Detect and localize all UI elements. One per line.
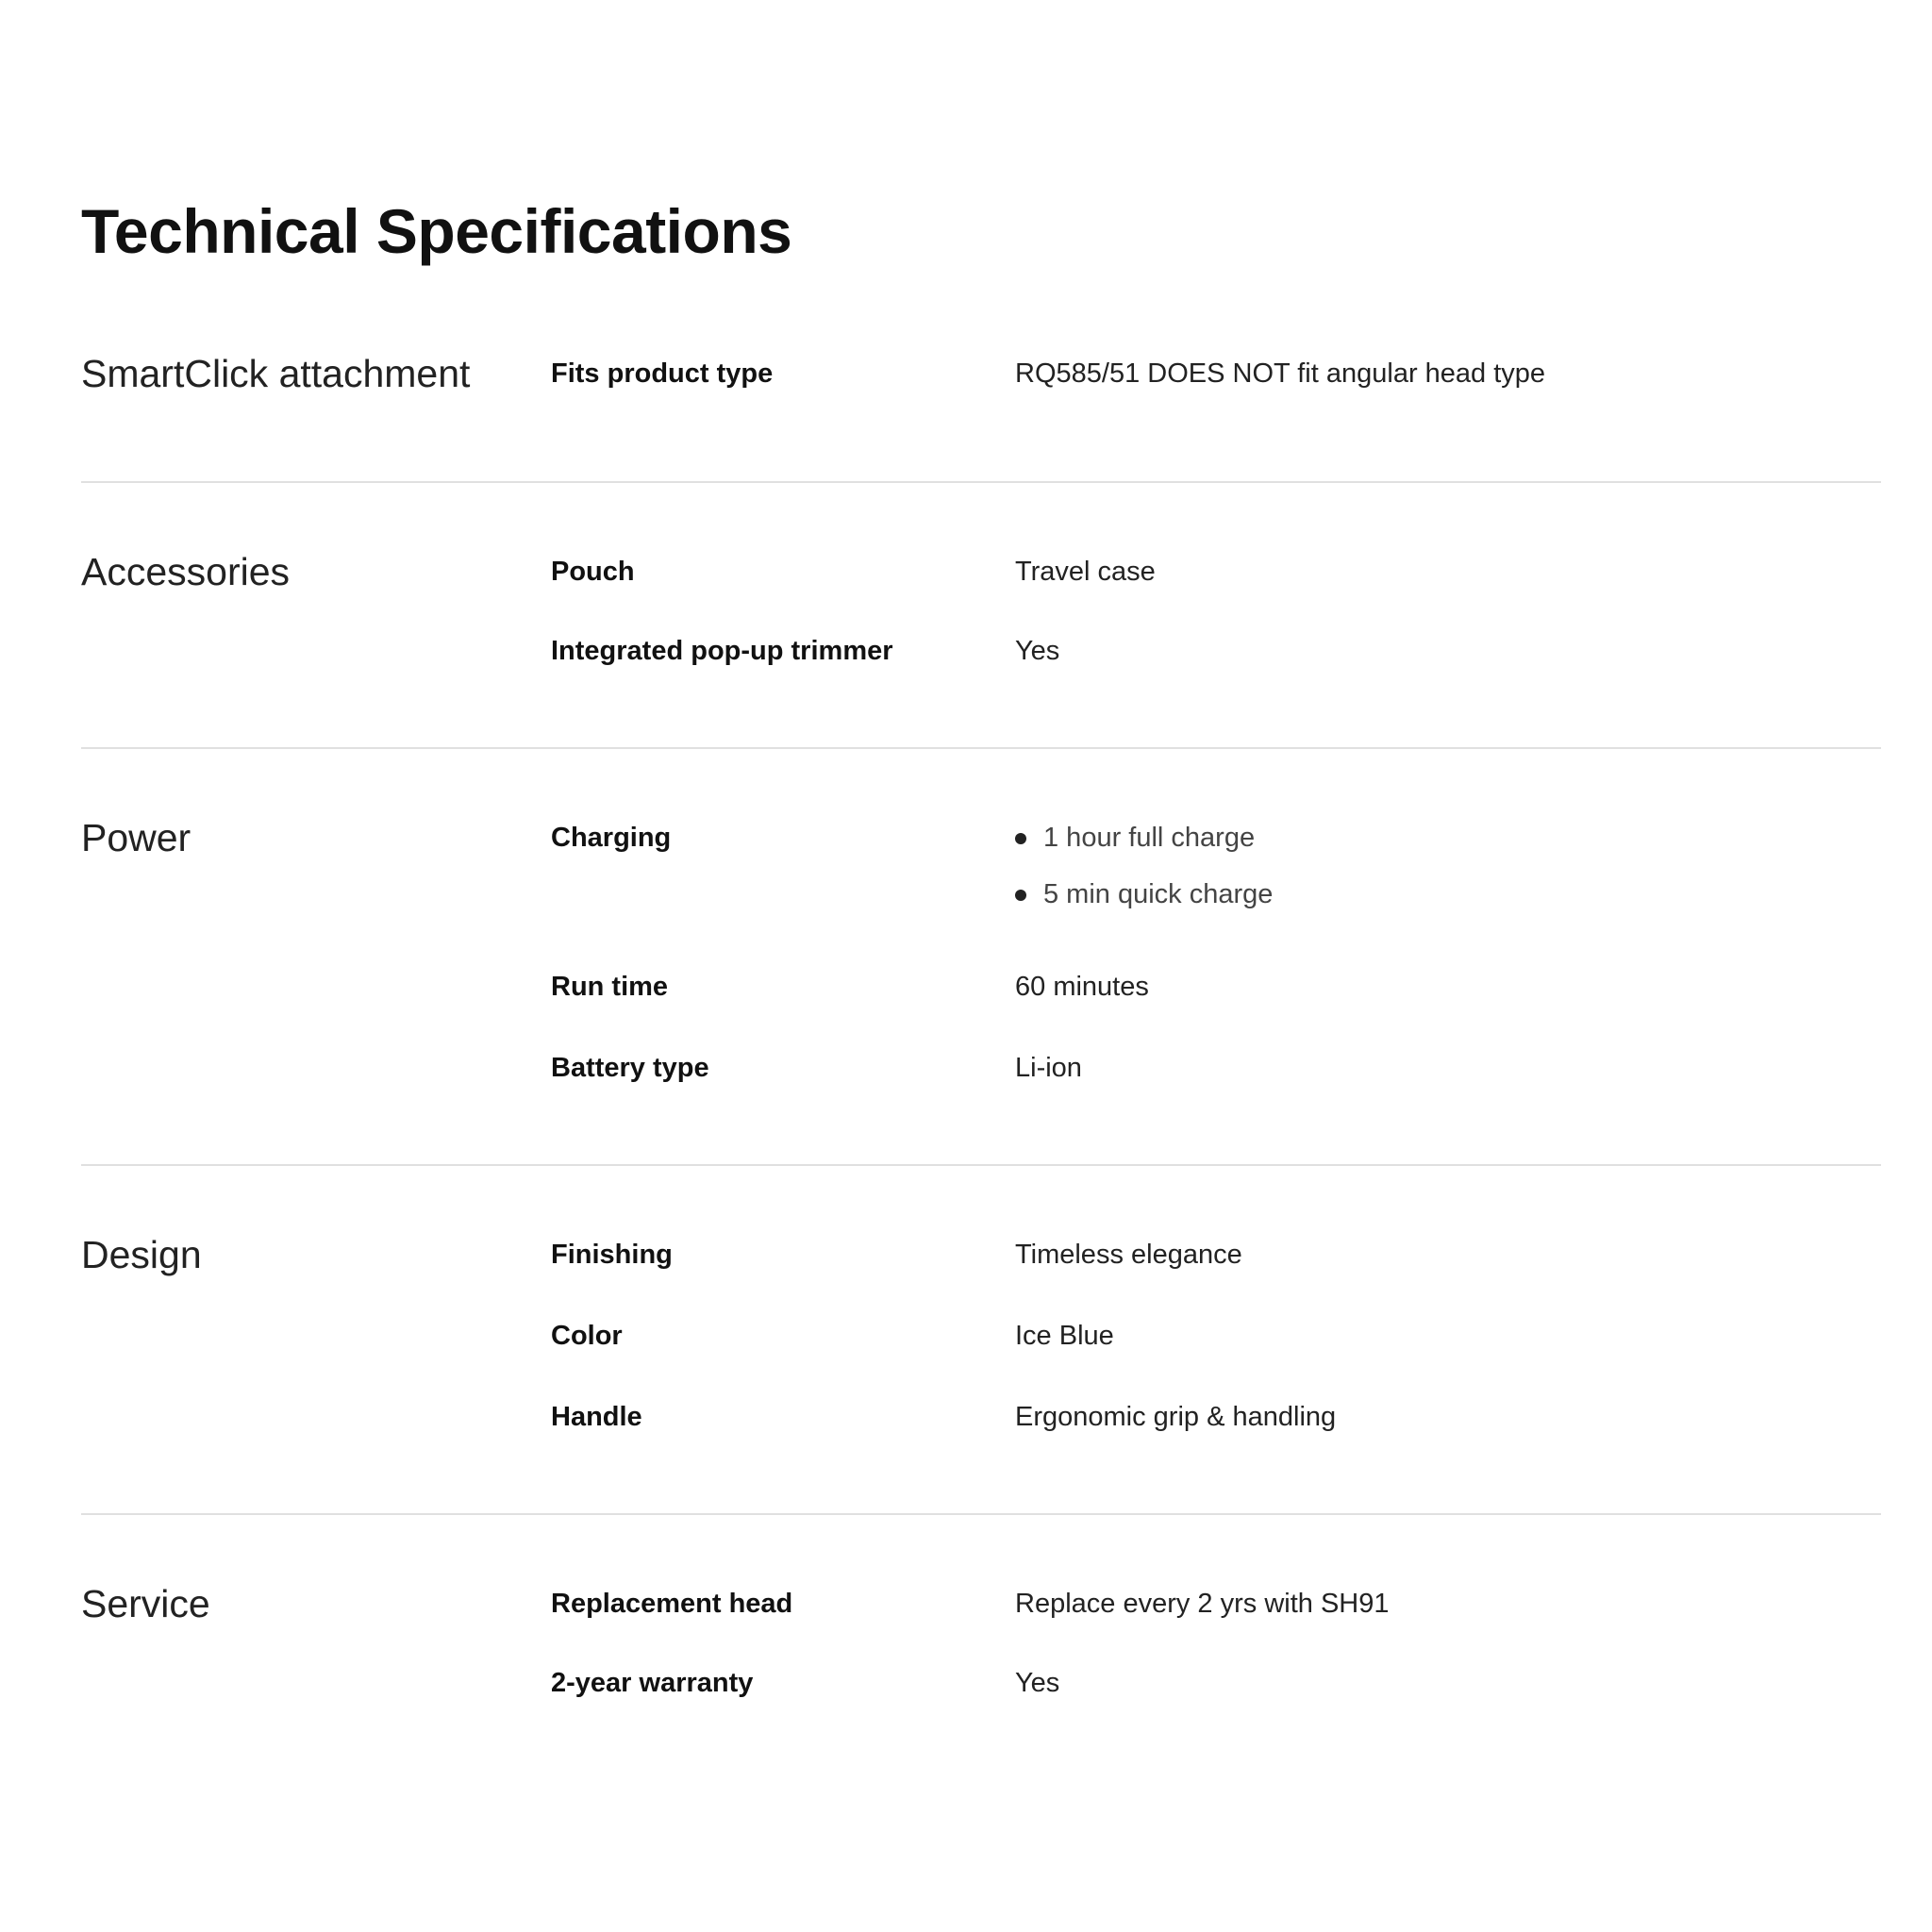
section-title: Accessories xyxy=(81,550,291,593)
spec-value: Ice Blue xyxy=(1015,1321,1114,1351)
spec-value: Yes xyxy=(1015,636,1060,666)
spec-label: 2-year warranty xyxy=(551,1668,754,1698)
bullet-icon xyxy=(1015,890,1026,901)
spec-value: RQ585/51 DOES NOT fit angular head type xyxy=(1015,358,1546,389)
bullet-text: 5 min quick charge xyxy=(1043,879,1274,909)
page-title: Technical Specifications xyxy=(81,196,792,266)
spec-label: Charging xyxy=(551,823,672,853)
section-title: Power xyxy=(81,816,192,859)
spec-label: Color xyxy=(551,1321,623,1351)
spec-value: Timeless elegance xyxy=(1015,1240,1242,1270)
section-power xyxy=(81,749,1881,1166)
charging-bullet-list xyxy=(1015,819,1273,932)
spec-label: Finishing xyxy=(551,1240,673,1270)
spec-value: Li-ion xyxy=(1015,1053,1082,1083)
section-title: SmartClick attachment xyxy=(81,352,471,395)
spec-value: Ergonomic grip & handling xyxy=(1015,1402,1337,1432)
spec-value: Yes xyxy=(1015,1668,1060,1698)
section-design xyxy=(81,1166,1881,1515)
section-accessories xyxy=(81,483,1881,749)
section-title: Design xyxy=(81,1233,202,1276)
list-item xyxy=(1015,819,1273,875)
spec-value: 60 minutes xyxy=(1015,972,1149,1002)
spec-label: Run time xyxy=(551,972,669,1002)
spec-sections xyxy=(81,330,1881,1741)
spec-value: Travel case xyxy=(1015,557,1156,587)
spec-value: Replace every 2 yrs with SH91 xyxy=(1015,1589,1390,1619)
section-title: Service xyxy=(81,1582,210,1625)
list-item xyxy=(1015,875,1273,932)
spec-label: Handle xyxy=(551,1402,642,1432)
spec-label: Battery type xyxy=(551,1053,709,1083)
spec-label: Pouch xyxy=(551,557,635,587)
spec-label: Fits product type xyxy=(551,358,774,389)
spec-label: Replacement head xyxy=(551,1589,793,1619)
section-service xyxy=(81,1515,1881,1741)
section-smartclick xyxy=(81,330,1881,483)
bullet-icon xyxy=(1015,833,1026,844)
spec-label: Integrated pop-up trimmer xyxy=(551,636,893,666)
bullet-text: 1 hour full charge xyxy=(1043,823,1256,853)
